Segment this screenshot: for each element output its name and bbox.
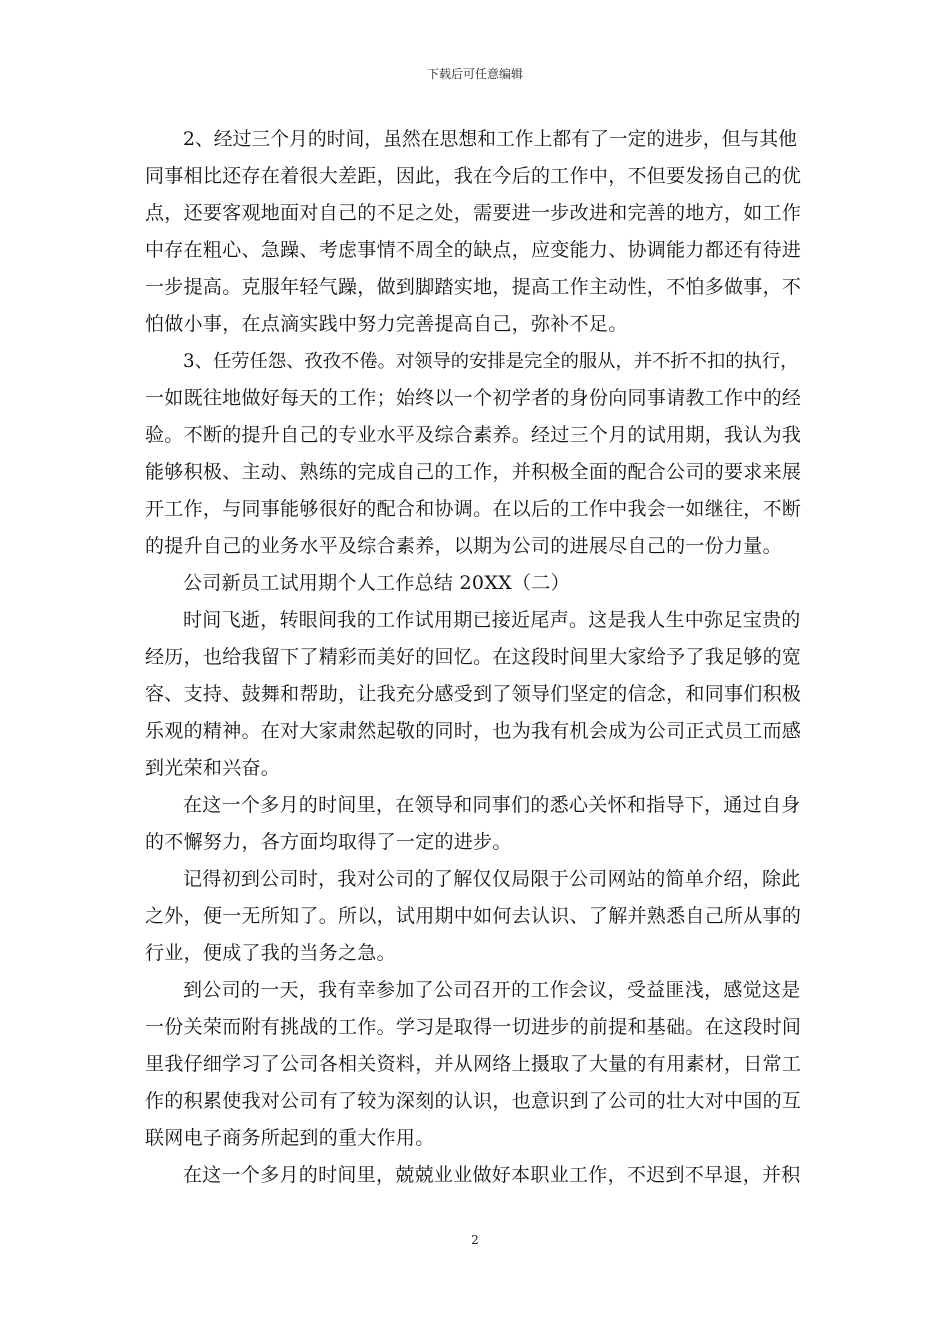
paragraph-line: 作的积累使我对公司有了较为深刻的认识，也意识到了公司的壮大对中国的互	[145, 1090, 802, 1112]
paragraph	[145, 1157, 807, 1194]
paragraph-line: 在这一个多月的时间里，在领导和同事们的悉心关怀和指导下，通过自身	[183, 794, 801, 816]
paragraph	[145, 972, 807, 1157]
paragraph-line: 到光荣和兴奋。	[145, 757, 281, 779]
paragraph-line: 一如既往地做好每天的工作；始终以一个初学者的身份向同事请教工作中的经	[145, 387, 802, 409]
paragraph-line: 在这一个多月的时间里，兢兢业业做好本职业工作，不迟到不早退，并积	[183, 1164, 801, 1186]
header-text: 下载后可任意编辑	[426, 67, 523, 81]
page-header	[0, 66, 950, 82]
paragraph-line: 中存在粗心、急躁、考虑事情不周全的缺点，应变能力、协调能力都还有待进	[145, 239, 802, 261]
paragraph-line: 里我仔细学习了公司各相关资料，并从网络上摄取了大量的有用素材，日常工	[145, 1053, 802, 1075]
paragraph-line: 公司新员工试用期个人工作总结 20XX（二）	[183, 572, 570, 594]
paragraph-line: 到公司的一天，我有幸参加了公司召开的工作会议，受益匪浅，感觉这是	[183, 979, 801, 1001]
paragraph-line: 2、经过三个月的时间，虽然在思想和工作上都有了一定的进步，但与其他	[183, 129, 797, 150]
paragraph	[145, 787, 807, 861]
paragraph-line: 记得初到公司时，我对公司的了解仅仅局限于公司网站的简单介绍，除此	[183, 868, 801, 890]
paragraph-line: 的不懈努力，各方面均取得了一定的进步。	[145, 831, 512, 853]
paragraph-line: 行业，便成了我的当务之急。	[145, 942, 396, 964]
paragraph-line: 联网电子商务所起到的重大作用。	[145, 1127, 435, 1149]
paragraph-line: 乐观的精神。在对大家肃然起敬的同时，也为我有机会成为公司正式员工而感	[145, 720, 802, 742]
paragraph-line: 开工作，与同事能够很好的配合和协调。在以后的工作中我会一如继往，不断	[145, 498, 802, 520]
page-number: 2	[471, 1233, 479, 1247]
paragraph-line: 的提升自己的业务水平及综合素养，以期为公司的进展尽自己的一份力量。	[145, 535, 782, 557]
paragraph	[145, 121, 807, 343]
paragraph-line: 点，还要客观地面对自己的不足之处，需要进一步改进和完善的地方，如工作	[145, 202, 802, 224]
paragraph	[145, 343, 807, 565]
paragraph	[145, 602, 807, 787]
paragraph-line: 3、任劳任怨、孜孜不倦。对领导的安排是完全的服从，并不折不扣的执行，	[183, 351, 799, 372]
paragraph-line: 同事相比还存在着很大差距，因此，我在今后的工作中，不但要发扬自己的优	[145, 165, 802, 187]
paragraph-line: 验。不断的提升自己的专业水平及综合素养。经过三个月的试用期，我认为我	[145, 424, 802, 446]
document-body	[145, 121, 807, 1194]
paragraph	[145, 565, 807, 602]
paragraph-line: 之外，便一无所知了。所以，试用期中如何去认识、了解并熟悉自己所从事的	[145, 905, 802, 927]
paragraph-line: 能够积极、主动、熟练的完成自己的工作，并积极全面的配合公司的要求来展	[145, 461, 802, 483]
paragraph-line: 一份关荣而附有挑战的工作。学习是取得一切进步的前提和基础。在这段时间	[145, 1016, 802, 1038]
paragraph-line: 怕做小事，在点滴实践中努力完善提高自己，弥补不足。	[145, 313, 628, 335]
paragraph-line: 容、支持、鼓舞和帮助，让我充分感受到了领导们坚定的信念，和同事们积极	[145, 683, 802, 705]
paragraph-line: 时间飞逝，转眼间我的工作试用期已接近尾声。这是我人生中弥足宝贵的	[183, 609, 801, 631]
paragraph-line: 经历，也给我留下了精彩而美好的回忆。在这段时间里大家给予了我足够的宽	[145, 646, 802, 668]
paragraph	[145, 861, 807, 972]
page-footer	[0, 1232, 950, 1248]
paragraph-line: 一步提高。克服年轻气躁，做到脚踏实地，提高工作主动性，不怕多做事，不	[145, 276, 802, 298]
